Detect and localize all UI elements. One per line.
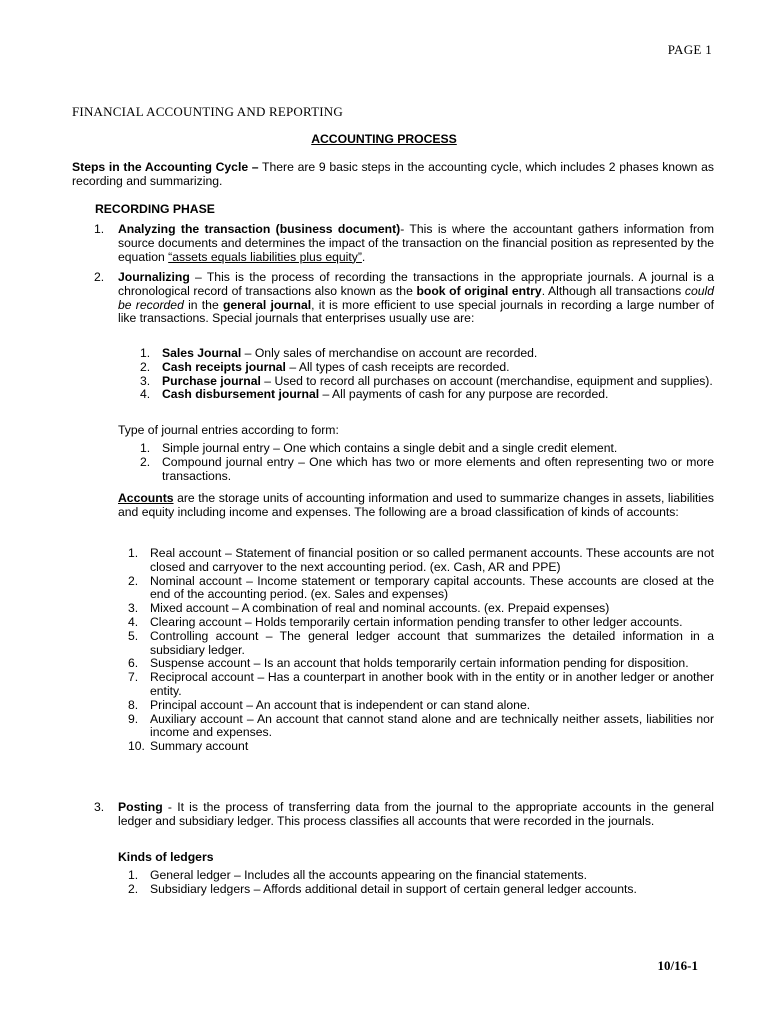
list-item — [128, 713, 714, 741]
accounts-paragraph — [118, 492, 714, 520]
step-text-end: . — [361, 249, 366, 264]
list-text: Controlling account – The general ledger account that summarizes the detailed information in a subsidiary ledger. — [150, 628, 714, 657]
list-text: Clearing account – Holds temporarily certain information pending transfer to other ledger accounts. — [150, 614, 683, 629]
journal-name: Purchase journal — [162, 373, 261, 388]
list-number: 2. — [140, 359, 151, 374]
step-text: – This is the process of recording the transactions in the appropriate journals. A journal is a chronological record of transactions also known as the — [118, 270, 714, 298]
accounts-list — [128, 547, 714, 754]
list-text: Nominal account – Income statement or temporary capital accounts. These accounts are closed at the end of the accounting period. (ex. Sales and expenses) — [150, 573, 714, 602]
list-item — [128, 740, 714, 754]
step-number: 3. — [94, 800, 105, 814]
entry-types-heading: Type of journal entries according to form: — [118, 423, 339, 437]
step-text: - It is the process of transferring data from the journal to the appropriate accounts in the general ledger and subsidiary ledger. This process classifies all accounts that were recorded in the journals. — [118, 800, 714, 828]
intro-paragraph — [72, 161, 714, 189]
list-item — [128, 671, 714, 699]
list-number: 1. — [140, 346, 151, 360]
list-number: 8. — [128, 697, 139, 712]
list-item — [140, 361, 714, 375]
journal-name: Cash receipts journal — [162, 359, 286, 374]
list-item — [140, 442, 714, 456]
list-number: 5. — [128, 628, 139, 643]
list-text: Auxiliary account – An account that cannot stand alone and are technically neither assets, liabilities nor income and expenses. — [150, 711, 714, 740]
list-item — [140, 347, 714, 361]
general-journal: general journal — [222, 297, 312, 312]
list-number: 2. — [140, 454, 151, 469]
list-number: 9. — [128, 711, 139, 726]
list-text: Simple journal entry – One which contains a single debit and a single credit element. — [162, 441, 618, 455]
list-number: 3. — [128, 601, 139, 616]
list-number: 4. — [128, 614, 139, 629]
journal-name: Sales Journal — [162, 346, 242, 360]
list-item — [140, 388, 714, 402]
list-text: Principal account – An account that is independent or can stand alone. — [150, 697, 531, 712]
list-text: Reciprocal account – Has a counterpart in another book with in the entity or in another ledger or another entity. — [150, 670, 714, 698]
list-number: 4. — [140, 387, 151, 402]
page-title: ACCOUNTING PROCESS — [311, 132, 457, 146]
list-item — [128, 602, 714, 616]
list-text: General ledger – Includes all the accounts appearing on the financial statements. — [150, 868, 587, 882]
journal-name: Cash disbursement journal — [162, 387, 320, 402]
step-text: . Although all transactions — [541, 283, 685, 298]
step-text: - This is where the accountant gathers information from source documents and determines the impact of the transaction on the financial position as represented by the equation — [118, 222, 714, 264]
list-text: Compound journal entry – One which has two or more elements and often representing two or more transactions. — [162, 454, 714, 483]
list-item — [128, 883, 714, 897]
list-number: 1. — [128, 546, 139, 560]
accounts-text: are the storage units of accounting information and used to summarize changes in assets, liabilities and equity including income and expenses. The following are a broad classification of kinds of accounts: — [118, 491, 714, 519]
ledgers-heading: Kinds of ledgers — [118, 850, 214, 864]
step-posting — [72, 801, 714, 829]
special-journals-list — [140, 347, 714, 402]
step-lead: Journalizing — [118, 270, 190, 284]
recording-phase-heading: RECORDING PHASE — [95, 202, 215, 216]
list-number: 2. — [128, 881, 139, 896]
equation-text: “assets equals liabilities plus equity” — [168, 249, 362, 264]
page-number: PAGE 1 — [667, 42, 712, 57]
step-lead: Posting — [118, 800, 163, 814]
intro-lead: Steps in the Accounting Cycle – — [72, 160, 259, 174]
accounts-lead: Accounts — [118, 491, 174, 505]
list-text: Subsidiary ledgers – Affords additional detail in support of certain general ledger accounts. — [150, 881, 637, 896]
entry-types-list — [140, 442, 714, 483]
list-number: 6. — [128, 656, 139, 671]
book-of-original-entry: book of original entry — [416, 283, 542, 298]
list-number: 3. — [140, 373, 151, 388]
list-item — [128, 657, 714, 671]
step-text: , it is more efficient to use special journals in recording a large number of like transactions. Special journals that enterprises usually use are: — [118, 297, 715, 326]
list-item — [140, 375, 714, 389]
list-item — [128, 575, 714, 603]
could-be-recorded: could be recorded — [118, 283, 715, 312]
step-text: in the — [183, 297, 223, 312]
list-item — [128, 869, 714, 883]
list-item — [128, 699, 714, 713]
step-number: 1. — [94, 222, 105, 236]
step-journalizing — [72, 271, 714, 326]
list-text: Summary account — [150, 739, 249, 754]
list-item — [128, 616, 714, 630]
ledgers-list — [128, 869, 714, 897]
list-text: Mixed account – A combination of real and nominal accounts. (ex. Prepaid expenses) — [150, 601, 610, 616]
journal-desc: – All payments of cash for any purpose are recorded. — [319, 387, 609, 402]
list-item — [140, 456, 714, 484]
list-number: 1. — [140, 441, 151, 455]
footer-code: 10/16-1 — [657, 958, 698, 973]
list-text: Suspense account – Is an account that holds temporarily certain information pending for disposition. — [150, 656, 689, 671]
list-number: 2. — [128, 573, 139, 588]
list-item — [128, 547, 714, 575]
step-analyzing — [72, 223, 714, 264]
list-number: 10. — [128, 739, 145, 754]
journal-desc: – Used to record all purchases on account (merchandise, equipment and supplies). — [260, 373, 713, 388]
step-lead: Analyzing the transaction (business document) — [118, 222, 401, 236]
course-heading: FINANCIAL ACCOUNTING AND REPORTING — [72, 104, 343, 119]
journal-desc: – Only sales of merchandise on account are recorded. — [241, 346, 538, 360]
list-item — [128, 630, 714, 658]
intro-text: There are 9 basic steps in the accounting cycle, which includes 2 phases known as recording and summarizing. — [72, 160, 715, 188]
step-number: 2. — [94, 270, 105, 284]
list-text: Real account – Statement of financial position or so called permanent accounts. These accounts are not closed and carryover to the next accounting period. (ex. Cash, AR and PPE) — [150, 546, 714, 574]
list-number: 7. — [128, 670, 139, 685]
list-number: 1. — [128, 868, 139, 882]
journal-desc: – All types of cash receipts are recorded. — [285, 359, 510, 374]
